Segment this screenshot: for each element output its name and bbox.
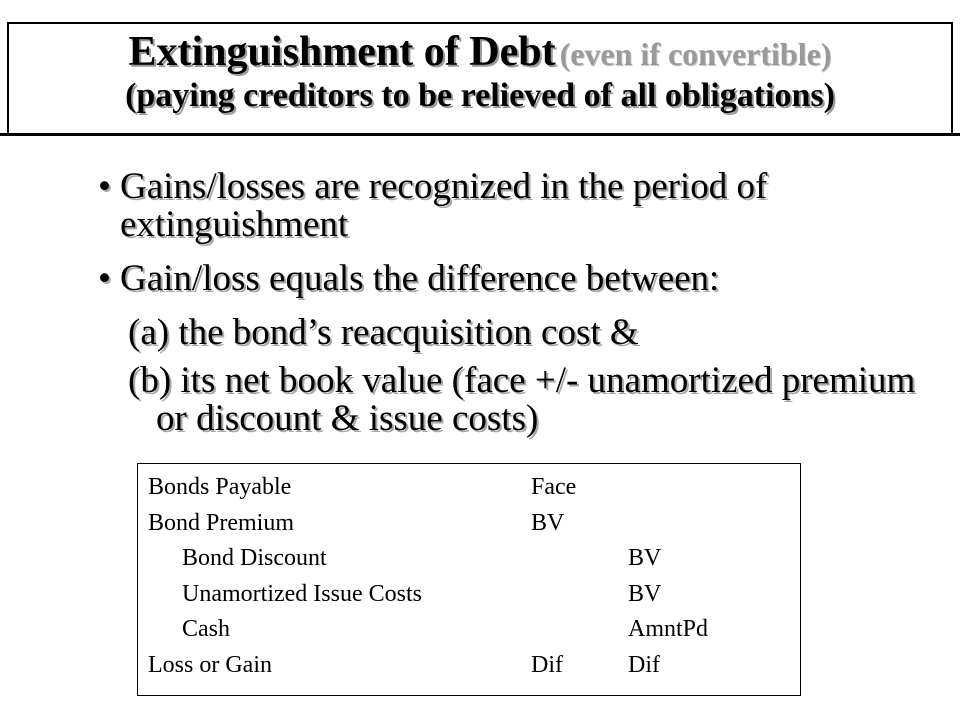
account-name: Loss or Gain (148, 651, 272, 678)
credit-value: BV (628, 580, 662, 607)
title-main: Extinguishment of Debt (128, 29, 556, 75)
journal-entry-table (137, 463, 801, 696)
sub-item: (b) its net book value (face +/- unamortized premium or discount & issue costs) (128, 360, 916, 439)
account-name: Bond Premium (148, 509, 295, 536)
account-name: Bonds Payable (148, 474, 292, 500)
journal-row (148, 506, 800, 542)
journal-row (148, 577, 800, 613)
account-name: Cash (182, 616, 230, 642)
journal-row (148, 470, 800, 506)
journal-row (148, 541, 800, 577)
title-divider (0, 133, 960, 136)
debit-value: Dif (531, 651, 563, 678)
sub-item: (a) the bond’s reacquisition cost & (128, 312, 639, 353)
bullet-item (98, 260, 918, 298)
debit-value: BV (531, 509, 565, 536)
account-name: Bond Discount (182, 545, 327, 571)
journal-row (148, 648, 800, 684)
debit-value: Face (531, 474, 577, 500)
bullet-text: Gain/loss equals the difference between: (120, 258, 720, 299)
bullet-dot-icon: • (98, 258, 111, 299)
credit-value: AmntPd (628, 616, 709, 642)
title-parenthetical: (even if convertible) (559, 36, 832, 72)
credit-value: Dif (628, 651, 660, 678)
journal-row (148, 612, 800, 648)
slide-title (0, 30, 960, 114)
bullet-text: Gains/losses are recognized in the period of extinguishment (120, 166, 768, 245)
title-subtitle: (paying creditors to be relieved of all obligations) (125, 77, 835, 115)
bullet-list (98, 168, 918, 448)
credit-value: BV (628, 545, 662, 571)
account-name: Unamortized Issue Costs (182, 580, 422, 607)
bullet-dot-icon: • (98, 166, 111, 207)
bullet-item (98, 168, 918, 244)
